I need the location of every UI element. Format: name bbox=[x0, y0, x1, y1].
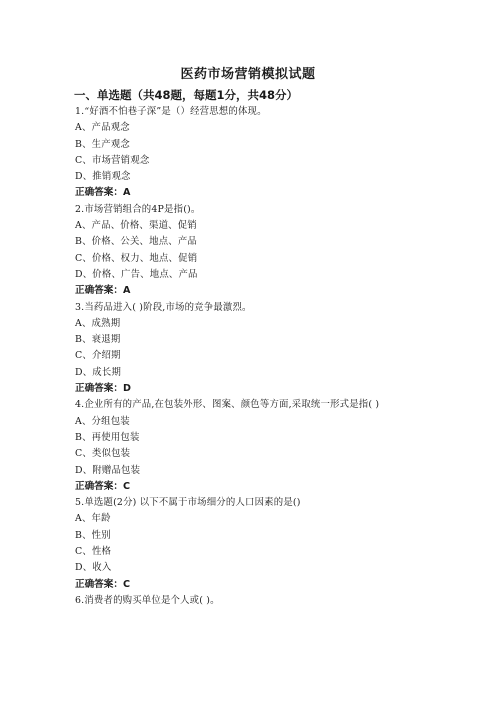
correct-answer: 正确答案：A bbox=[75, 187, 131, 199]
option-a: A、产品观念 bbox=[75, 122, 130, 134]
question-list bbox=[75, 104, 435, 609]
option-b: B、性别 bbox=[75, 529, 111, 541]
question-stem: 1.“好酒不怕巷子深”是（）经营思想的体现。 bbox=[75, 106, 267, 117]
option-c: C、性格 bbox=[75, 546, 112, 558]
option-c: C、介绍期 bbox=[75, 350, 121, 362]
correct-answer: 正确答案：D bbox=[75, 383, 131, 395]
option-a: A、产品、价格、渠道、促销 bbox=[75, 220, 197, 232]
page-title: 医药市场营销模拟试题 bbox=[180, 67, 316, 82]
option-c: C、市场营销观念 bbox=[75, 154, 150, 166]
option-d: D、成长期 bbox=[75, 366, 122, 378]
option-b: B、生产观念 bbox=[75, 138, 130, 150]
question-stem: 3.当药品进入( )阶段,市场的竞争最激烈。 bbox=[75, 301, 252, 313]
correct-answer: 正确答案：C bbox=[75, 480, 131, 492]
section-heading: 一、单选题（共48题，每题1分，共48分） bbox=[74, 88, 299, 102]
option-a: A、分组包装 bbox=[75, 415, 130, 427]
question-stem: 5.单选题(2分) 以下不属于市场细分的人口因素的是() bbox=[75, 497, 301, 509]
option-b: B、再使用包装 bbox=[75, 431, 140, 443]
option-c: C、类似包装 bbox=[75, 448, 131, 460]
question-stem: 6.消费者的购买单位是个人或( )。 bbox=[75, 594, 220, 606]
correct-answer: 正确答案：C bbox=[75, 578, 131, 590]
option-b: B、衰退期 bbox=[75, 334, 121, 346]
option-b: B、价格、公关、地点、产品 bbox=[75, 236, 197, 248]
option-a: A、成熟期 bbox=[75, 317, 121, 329]
option-d: D、推销观念 bbox=[75, 171, 131, 183]
question-stem: 2.市场营销组合的4P是指()。 bbox=[75, 203, 201, 215]
option-c: C、价格、权力、地点、促销 bbox=[75, 252, 198, 264]
question-stem: 4.企业所有的产品,在包装外形、图案、颜色等方面,采取统一形式是指( ) bbox=[75, 399, 380, 411]
option-d: D、价格、广告、地点、产品 bbox=[75, 268, 198, 280]
correct-answer: 正确答案：A bbox=[75, 285, 131, 297]
option-d: D、收入 bbox=[75, 562, 112, 574]
option-d: D、附赠品包装 bbox=[75, 464, 141, 476]
option-a: A、年龄 bbox=[75, 513, 111, 525]
